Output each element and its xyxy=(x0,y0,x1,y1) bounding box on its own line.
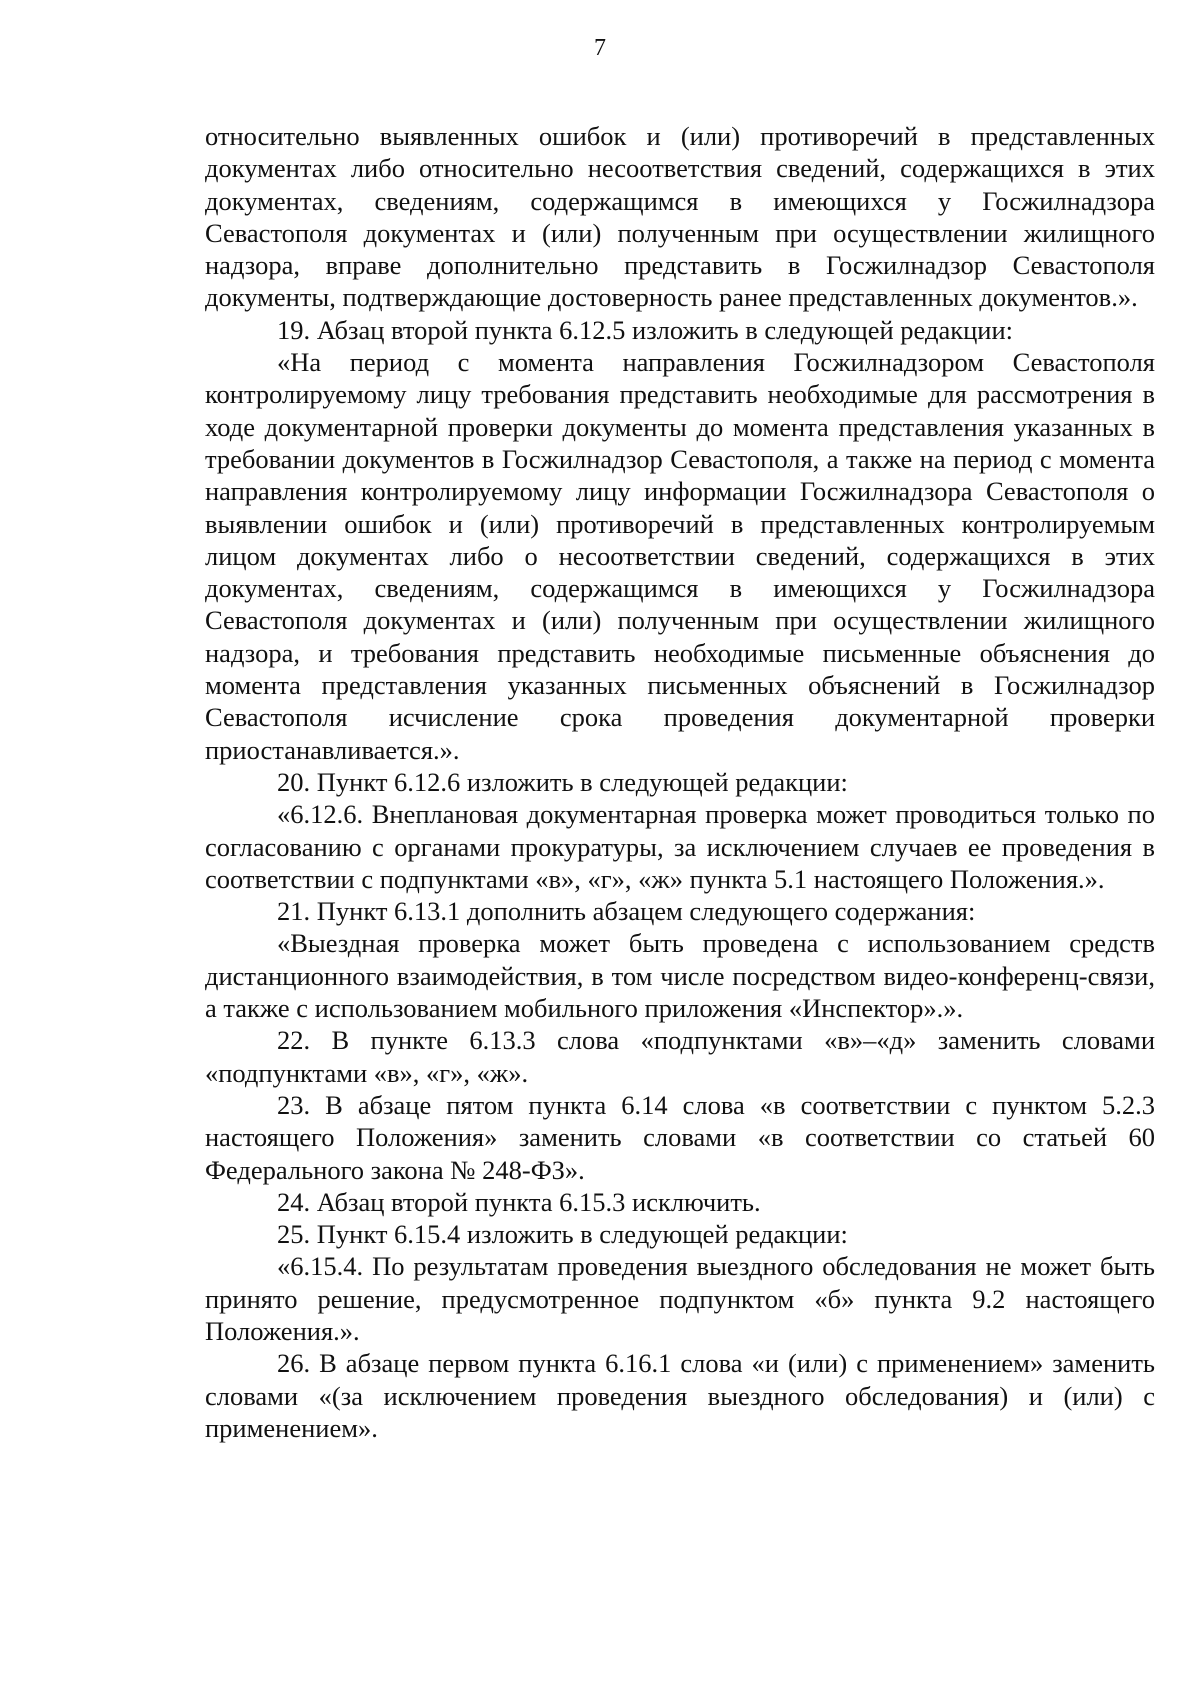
paragraph-item-26: 26. В абзаце первом пункта 6.16.1 слова «и (или) с применением» заменить словами «(за исключением проведения выездного обследования) и (или) с применением». xyxy=(205,1348,1155,1443)
paragraph-item-24: 24. Абзац второй пункта 6.15.3 исключить. xyxy=(277,1186,761,1217)
paragraph-item-21-quote: «Выездная проверка может быть проведена с использованием средств дистанционного взаимодействия, в том числе посредством видео-конференц-связи, а также с использованием мобильного приложения «Инспектор».». xyxy=(205,928,1155,1024)
paragraph-item-22: 22. В пункте 6.13.3 слова «подпунктами «в»–«д» заменить словами «подпунктами «в», «г», «ж». xyxy=(205,1025,1155,1088)
paragraph-item-19: 19. Абзац второй пункта 6.12.5 изложить в следующей редакции: xyxy=(277,314,1013,345)
paragraph-item-20: 20. Пункт 6.12.6 изложить в следующей редакции: xyxy=(277,766,848,797)
paragraph-item-20-quote: «6.12.6. Внеплановая документарная проверка может проводиться только по согласованию с органами прокуратуры, за исключением случаев ее проведения в соответствии с подпунктами «в», «г», «ж» пункта 5.1 настоящего Положения.». xyxy=(205,799,1155,894)
paragraph-continuation: относительно выявленных ошибок и (или) противоречий в представленных документах либо относительно несоответствия сведений, содержащихся в этих документах, сведениям, содержащимся в имеющихся у Госжилнадзора Севастополя документах и (или) полученным при осуществлении жилищного надзора, вправе дополнительно представить в Госжилнадзор Севастополя документы, подтверждающие достоверность ранее представленных документов.». xyxy=(205,121,1155,313)
paragraph-item-21: 21. Пункт 6.13.1 дополнить абзацем следующего содержания: xyxy=(277,896,976,927)
paragraph-item-25-quote: «6.15.4. По результатам проведения выездного обследования не может быть принято решение, предусмотренное подпунктом «б» пункта 9.2 настоящего Положения.». xyxy=(205,1251,1155,1346)
paragraph-item-23: 23. В абзаце пятом пункта 6.14 слова «в соответствии с пунктом 5.2.3 настоящего Положения» заменить словами «в соответствии со статьей 60 Федерального закона № 248-ФЗ». xyxy=(205,1089,1155,1185)
page-number: 7 xyxy=(594,35,606,61)
document-body xyxy=(205,120,1155,1444)
paragraph-item-19-quote: «На период с момента направления Госжилнадзором Севастополя контролируемому лицу требования представить необходимые для рассмотрения в ходе документарной проверки документы до момента представления указанных в требовании документов в Госжилнадзор Севастополя, а также на период с момента направления контролируемому лицу информации Госжилнадзора Севастополя о выявлении ошибок и (или) противоречий в представленных контролируемым лицом документах либо о несоответствии сведений, содержащихся в этих документах, сведениям, содержащимся в имеющихся у Госжилнадзора Севастополя документах и (или) полученным при осуществлении жилищного надзора, и требования представить необходимые письменные объяснения до момента представления указанных письменных объяснений в Госжилнадзор Севастополя исчисление срока проведения документарной проверки приостанавливается.». xyxy=(205,347,1155,765)
paragraph-item-25: 25. Пункт 6.15.4 изложить в следующей редакции: xyxy=(277,1219,848,1250)
